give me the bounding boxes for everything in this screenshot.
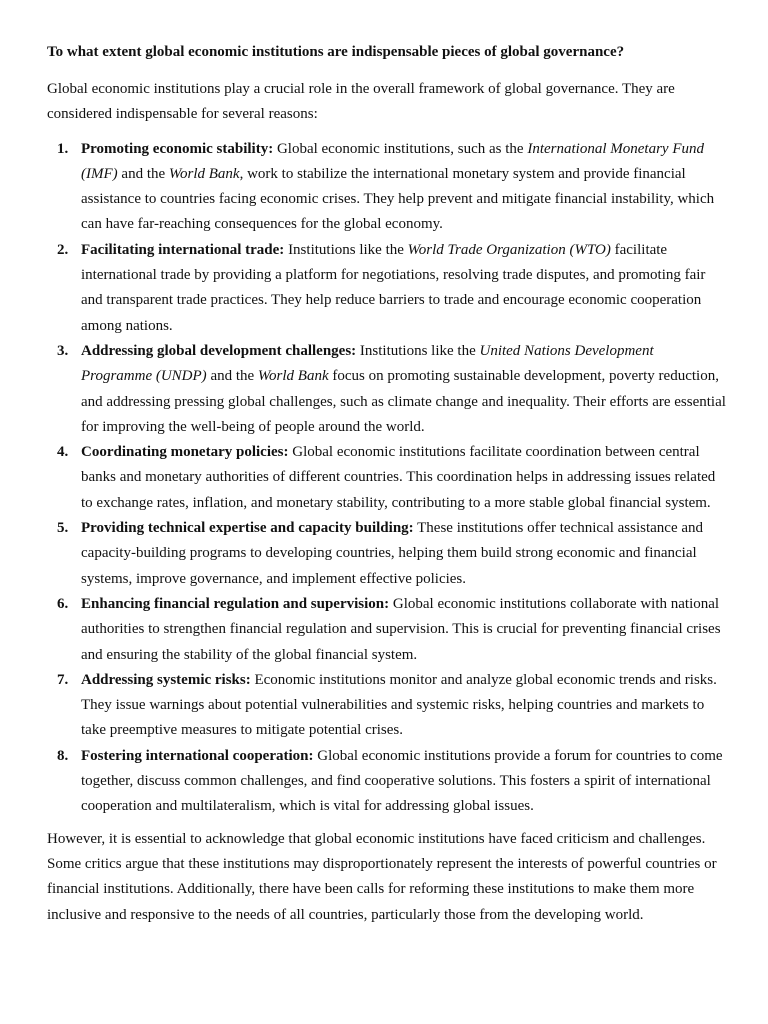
list-item-text: and the [117, 165, 169, 182]
list-item-number: 1. [57, 140, 69, 157]
list-item-text: Global economic institutions collaborate with national authorities to strengthen financial regulation and supervision. This is crucial for preventing financial crises and ensuring the stability of the global financial system. [81, 595, 721, 663]
institution-name: United Nations Development Programme (UNDP) [81, 342, 654, 385]
list-item [47, 440, 728, 516]
document-title: To what extent global economic institutions are indispensable pieces of global governance? [47, 44, 625, 60]
list-item [47, 137, 728, 238]
list-item-number: 7. [57, 671, 69, 688]
institution-name: World Trade Organization (WTO) [407, 241, 611, 258]
list-item-text: Institutions like the [284, 241, 408, 258]
list-item-heading: Fostering international cooperation: [81, 747, 314, 764]
list-item [47, 238, 728, 339]
list-item-number: 3. [57, 342, 69, 359]
list-item-heading: Coordinating monetary policies: [81, 444, 289, 461]
list-item-text: Institutions like the [356, 342, 480, 359]
list-item-text: Global economic institutions facilitate coordination between central banks and monetary authorities of different countries. This coordination helps in addressing issues related to exchange rates, inflation, and monetary stability, contributing to a more stable global financial system. [81, 444, 716, 511]
list-item-text: Global economic institutions, such as the [273, 140, 528, 157]
list-item [47, 339, 728, 440]
list-item-heading: Facilitating international trade: [81, 241, 285, 258]
list-item-number: 5. [57, 520, 69, 537]
list-item-number: 2. [57, 241, 69, 258]
list-item-heading: Addressing global development challenges: [81, 342, 357, 359]
list-item-text: Economic institutions monitor and analyze global economic trends and risks. They issue warnings about potential vulnerabilities and systemic risks, helping countries and markets to take preemptive measures to mitigate potential crises. [81, 671, 717, 739]
list-item-number: 6. [57, 595, 69, 612]
conclusion-paragraph: However, it is essential to acknowledge that global economic institutions have faced criticism and challenges. Some critics argue that these institutions may disproportionately represent the interests of powerful countries or financial institutions. Additionally, there have been calls for reforming these institutions to make them more inclusive and responsive to the needs of all countries, particularly those from the developing world. [47, 830, 717, 923]
list-item-heading: Promoting economic stability: [81, 140, 274, 157]
list-item-text: , work to stabilize the international monetary system and provide financial assistance to countries facing economic crises. They help prevent and mitigate financial instability, which can have far-reaching consequences for the global economy. [81, 165, 715, 233]
list-item-heading: Enhancing financial regulation and supervision: [81, 595, 390, 612]
list-item [47, 516, 728, 592]
intro-paragraph: Global economic institutions play a crucial role in the overall framework of global governance. They are considered indispensable for several reasons: [47, 81, 675, 123]
institution-name: World Bank [168, 165, 240, 182]
list-item-number: 4. [57, 444, 69, 461]
list-item-heading: Addressing systemic risks: [81, 671, 251, 688]
list-item-text: facilitate international trade by providing a platform for negotiations, resolving trade disputes, and promoting fair and transparent trade practices. They help reduce barriers to trade and encourage economic cooperation among nations. [81, 241, 706, 334]
reasons-list [47, 137, 728, 820]
list-item-text: and the [206, 368, 258, 385]
list-item [47, 744, 728, 820]
list-item-text: Global economic institutions provide a forum for countries to come together, discuss common challenges, and find cooperative solutions. This fosters a spirit of international cooperation and multilateralism, which is vital for addressing global issues. [81, 747, 723, 815]
list-item [47, 592, 728, 668]
list-item-text: focus on promoting sustainable development, poverty reduction, and addressing pressing global challenges, such as climate change and inequality. Their efforts are essential for improving the well-being of people around the world. [81, 368, 726, 435]
list-item [47, 668, 728, 744]
list-item-heading: Providing technical expertise and capacity building: [81, 520, 414, 537]
institution-name: International Monetary Fund (IMF) [81, 140, 704, 182]
list-item-text: These institutions offer technical assistance and capacity-building programs to developing countries, helping them build strong economic and financial systems, improve governance, and implement effective policies. [81, 520, 704, 587]
institution-name: World Bank [257, 368, 329, 385]
list-item-number: 8. [57, 747, 69, 764]
